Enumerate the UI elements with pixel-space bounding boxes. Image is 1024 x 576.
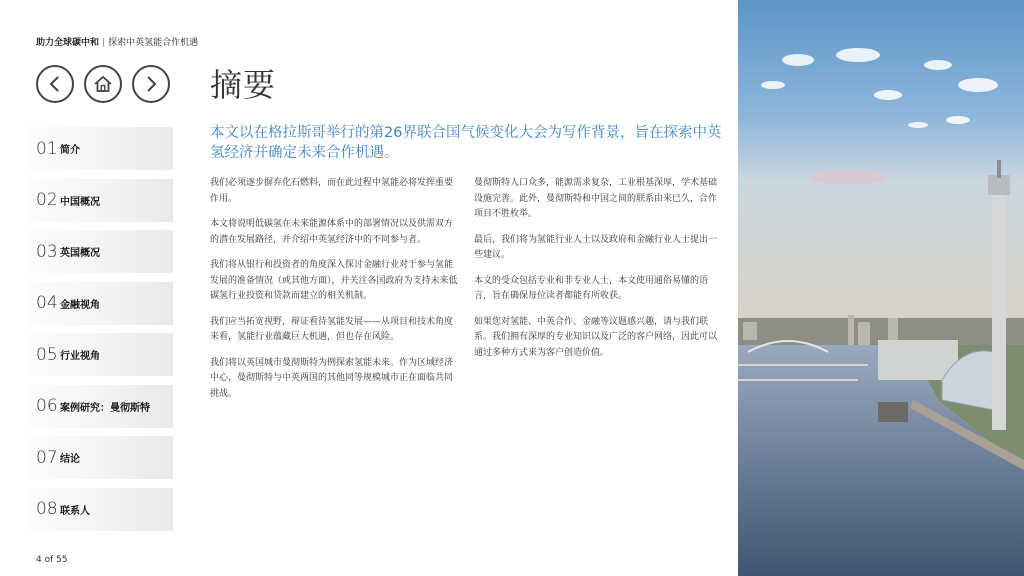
- toc-label: 金融视角: [60, 299, 100, 311]
- glasgow-cityscape-photo: [738, 0, 1024, 576]
- toc-item-uk-overview[interactable]: [28, 230, 173, 273]
- toc-label: 案例研究：曼彻斯特: [60, 402, 150, 414]
- body-paragraph: 最后，我们将为氢能行业人士以及政府和金融行业人士提出一些建议。: [474, 234, 718, 260]
- toc-item-case-study[interactable]: [28, 385, 173, 428]
- home-button[interactable]: [84, 65, 122, 103]
- body-paragraph: 本文的受众包括专业和非专业人士，本文使用通俗易懂的语言，旨在确保每位读者都能有所收获。: [474, 275, 709, 301]
- chevron-right-icon: [141, 74, 161, 94]
- toc-item-industry-perspective[interactable]: [28, 333, 173, 376]
- header-separator: |: [102, 38, 106, 48]
- toc-number: 06: [36, 396, 58, 416]
- table-of-contents: [28, 127, 173, 539]
- body-paragraph: 我们将从银行和投资者的角度深入探讨金融行业对于参与氢能发展的准备情况（或其他方面），并关注各国政府为支持未来低碳氢行业投资和贷款而建立的相关机制。: [210, 260, 458, 301]
- toc-number: 03: [36, 241, 58, 262]
- toc-number: 08: [36, 499, 58, 519]
- body-paragraph: 我们应当拓宽视野，辩证看待氢能发展——从项目和技术角度来看，氢能行业蕴藏巨大机遇，但也存在风险。: [210, 316, 454, 342]
- toc-label: 结论: [60, 454, 80, 465]
- toc-item-finance-perspective[interactable]: [28, 282, 173, 325]
- page-number: 4 of 55: [36, 555, 68, 565]
- city-river-illustration: [738, 0, 1024, 576]
- previous-page-button[interactable]: [36, 65, 74, 103]
- next-page-button[interactable]: [132, 65, 170, 103]
- page-title: 摘要: [210, 66, 277, 104]
- toc-number: 02: [36, 190, 58, 210]
- toc-number: 07: [36, 447, 58, 468]
- lead-paragraph: 本文以在格拉斯哥举行的第26界联合国气候变化大会为写作背景，旨在探索中英氢经济并确定未来合作机遇。: [210, 125, 722, 161]
- toc-number: 05: [36, 344, 58, 365]
- body-column-right: [474, 176, 724, 371]
- toc-item-china-overview[interactable]: [28, 179, 173, 222]
- chevron-left-icon: [45, 74, 65, 94]
- toc-number: 04: [36, 293, 58, 313]
- body-column-left: [210, 176, 460, 412]
- body-paragraph: 曼彻斯特人口众多，能源需求复杂，工业根基深厚，学术基础设施完善。此外，曼彻斯特和中国之间的联系由来已久，合作项目不胜枚举。: [474, 178, 718, 219]
- report-subtitle: 探索中英氢能合作机遇: [108, 38, 199, 48]
- toc-number: 01: [36, 138, 58, 159]
- toc-label: 简介: [60, 145, 80, 156]
- body-paragraph: 如果您对氢能、中英合作、金融等议题感兴趣，请与我们联系。我们拥有深厚的专业知识以及广泛的客户网络，因此可以通过多种方式来为客户创造价值。: [474, 316, 718, 358]
- toc-item-conclusion[interactable]: [28, 436, 173, 479]
- toc-item-contacts[interactable]: [28, 488, 173, 531]
- toc-label: 英国概况: [60, 248, 100, 259]
- toc-label: 联系人: [60, 505, 90, 517]
- header: [36, 35, 198, 48]
- body-paragraph: 我们必须逐步摒弃化石燃料，而在此过程中氢能必将发挥重要作用。: [210, 178, 454, 204]
- home-icon: [93, 74, 113, 94]
- toc-label: 行业视角: [60, 351, 100, 362]
- body-paragraph: 本文将说明低碳氢在未来能源体系中的部署情况以及供需双方的潜在发展路径，并介绍中英氢经济中的不同参与者。: [210, 219, 454, 245]
- toc-item-introduction[interactable]: [28, 127, 173, 170]
- report-title: 助力全球碳中和: [36, 38, 100, 48]
- toc-label: 中国概况: [60, 196, 100, 208]
- body-paragraph: 我们将以英国城市曼彻斯特为例探索氢能未来。作为区域经济中心，曼彻斯特与中英两国的其他同等规模城市正在面临共同挑战。: [210, 357, 454, 399]
